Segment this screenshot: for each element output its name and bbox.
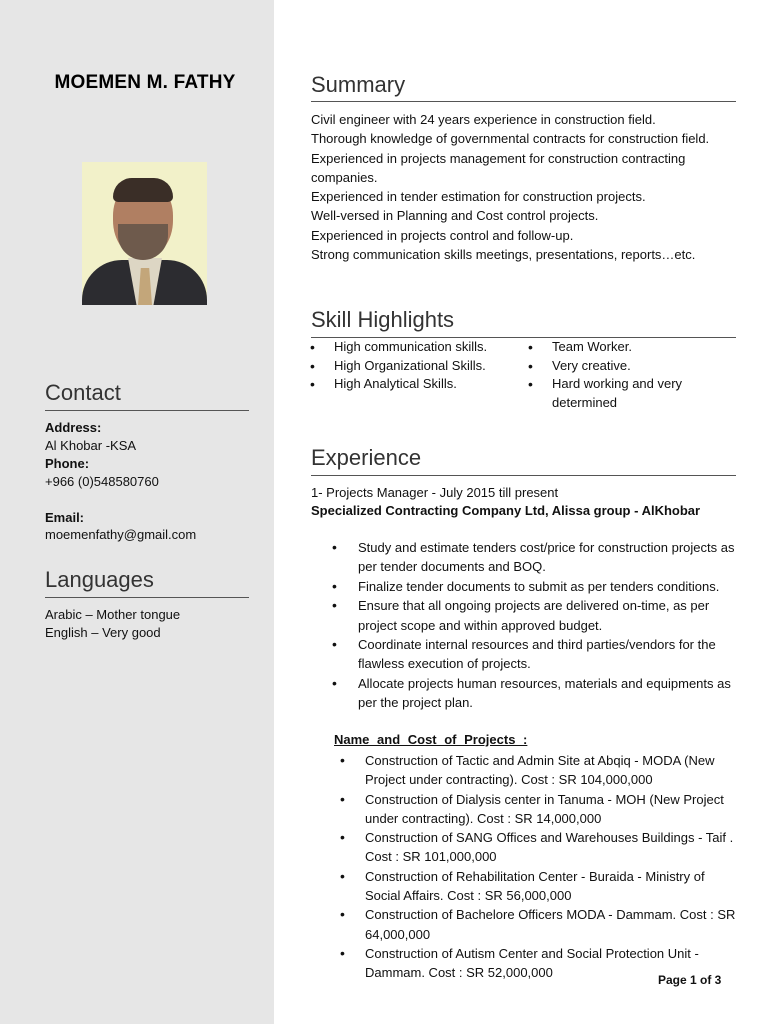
responsibility-item: • Study and estimate tenders cost/price for construction projects as per tender documents and BOQ. [332, 538, 736, 577]
experience-divider [311, 475, 736, 476]
profile-photo [82, 162, 207, 305]
address-label: Address: [45, 420, 102, 435]
responsibilities-list [332, 538, 736, 713]
contact-divider [45, 410, 249, 411]
skill-item: • High Organizational Skills. [310, 357, 510, 376]
summary-line: Strong communication skills meetings, presentations, reports…etc. [311, 247, 696, 263]
summary-title: Summary [311, 72, 406, 97]
projects-heading: Name and Cost of Projects : [334, 732, 528, 747]
skills-list-left [310, 338, 510, 394]
responsibility-item: • Ensure that all ongoing projects are delivered on-time, as per project scope and within approved budget. [332, 596, 736, 635]
page-number: Page 1 of 3 [658, 973, 722, 987]
summary-line: Experienced in projects control and follow-up. [311, 227, 574, 243]
skills-title: Skill Highlights [311, 307, 455, 332]
responsibility-item: • Coordinate internal resources and third parties/vendors for the flawless execution of projects. [332, 635, 736, 674]
summary-line: Well-versed in Planning and Cost control projects. [311, 208, 599, 224]
responsibility-item: • Finalize tender documents to submit as per tenders conditions. [332, 577, 736, 596]
languages-title: Languages [45, 567, 154, 592]
summary-line: Experienced in tender estimation for construction projects. [311, 189, 646, 205]
project-item: • Construction of Bachelore Officers MODA - Dammam. Cost : SR 64,000,000 [340, 905, 736, 944]
project-item: • Construction of Autism Center and Social Protection Unit - Dammam. Cost : SR 52,000,000 [340, 944, 736, 983]
email-label: Email: [45, 510, 85, 525]
skill-item: • Very creative. [528, 357, 708, 376]
summary-line: Experienced in projects management for construction contracting companies. [311, 150, 686, 185]
company-name: Specialized Contracting Company Ltd, Alissa group - AlKhobar [311, 503, 701, 518]
project-item: • Construction of Rehabilitation Center - Buraida - Ministry of Social Affairs. Cost : SR 56,000,000 [340, 867, 736, 906]
language-item: Arabic – Mother tongue [45, 607, 181, 622]
skill-item: • High Analytical Skills. [310, 375, 510, 394]
experience-title: Experience [311, 445, 422, 470]
language-item: English – Very good [45, 625, 161, 640]
skill-item: • Team Worker. [528, 338, 708, 357]
project-item: • Construction of SANG Offices and Warehouses Buildings - Taif . Cost : SR 101,000,000 [340, 828, 736, 867]
summary-line: Thorough knowledge of governmental contracts for construction field. [311, 131, 710, 147]
summary-divider [311, 101, 736, 102]
skills-list-right [528, 338, 708, 412]
responsibility-item: • Allocate projects human resources, materials and equipments as per the project plan. [332, 674, 736, 713]
contact-title: Contact [45, 380, 121, 405]
job-title: 1- Projects Manager - July 2015 till present [311, 485, 559, 500]
email-value: moemenfathy@gmail.com [45, 527, 197, 542]
summary-line: Civil engineer with 24 years experience in construction field. [311, 112, 656, 127]
skill-item: • Hard working and very determined [528, 375, 708, 412]
summary-text [311, 110, 741, 264]
address-value: Al Khobar -KSA [45, 438, 137, 453]
candidate-name: MOEMEN M. FATHY [54, 72, 236, 93]
sidebar [0, 0, 274, 1024]
project-item: • Construction of Dialysis center in Tanuma - MOH (New Project under contracting). Cost : SR 14,000,000 [340, 790, 736, 829]
phone-value: +966 (0)548580760 [45, 474, 159, 489]
skill-item: • High communication skills. [310, 338, 510, 357]
project-item: • Construction of Tactic and Admin Site at Abqiq - MODA (New Project under contracting). Cost : SR 104,000,000 [340, 751, 736, 790]
phone-label: Phone: [45, 456, 90, 471]
languages-divider [45, 597, 249, 598]
projects-list [340, 751, 736, 983]
